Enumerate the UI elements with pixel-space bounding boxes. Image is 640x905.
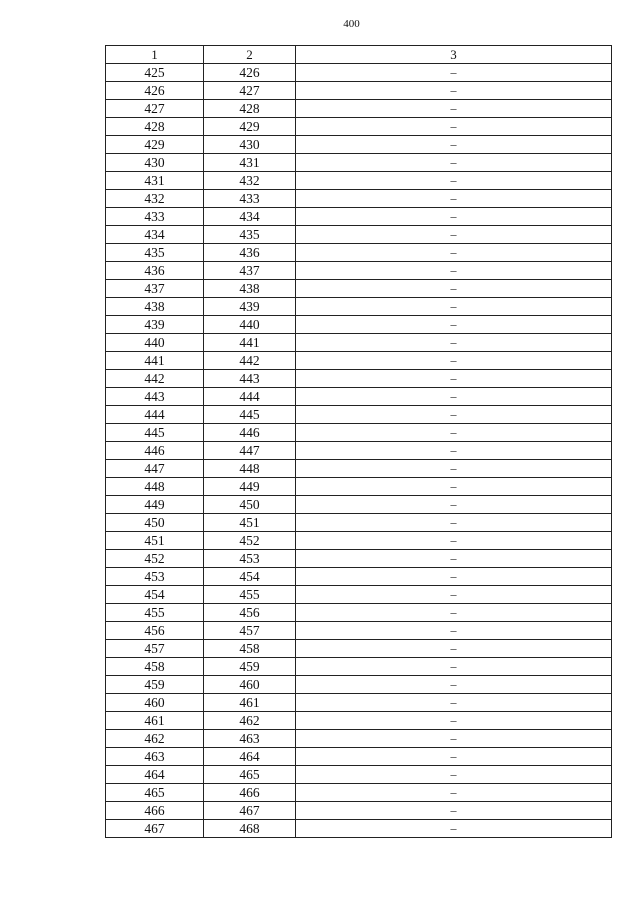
table-body (106, 64, 612, 838)
cell-col-2: 455 (204, 586, 296, 604)
cell-col-1: 429 (106, 136, 204, 154)
cell-col-2: 451 (204, 514, 296, 532)
cell-col-1: 449 (106, 496, 204, 514)
cell-col-2: 458 (204, 640, 296, 658)
table-row (106, 388, 612, 406)
table-row (106, 496, 612, 514)
table-row (106, 532, 612, 550)
cell-col-1: 466 (106, 802, 204, 820)
cell-col-1: 447 (106, 460, 204, 478)
cell-col-2: 452 (204, 532, 296, 550)
cell-col-1: 455 (106, 604, 204, 622)
cell-col-1: 434 (106, 226, 204, 244)
cell-col-2: 461 (204, 694, 296, 712)
table-row (106, 604, 612, 622)
table-row (106, 640, 612, 658)
cell-col-3: – (296, 406, 612, 424)
cell-col-1: 432 (106, 190, 204, 208)
cell-col-2: 430 (204, 136, 296, 154)
cell-col-1: 453 (106, 568, 204, 586)
cell-col-3: – (296, 262, 612, 280)
cell-col-1: 464 (106, 766, 204, 784)
cell-col-2: 429 (204, 118, 296, 136)
table-row (106, 280, 612, 298)
cell-col-1: 467 (106, 820, 204, 838)
cell-col-3: – (296, 82, 612, 100)
column-header-1: 1 (106, 46, 204, 64)
cell-col-1: 461 (106, 712, 204, 730)
cell-col-3: – (296, 442, 612, 460)
cell-col-3: – (296, 766, 612, 784)
cell-col-3: – (296, 532, 612, 550)
cell-col-2: 434 (204, 208, 296, 226)
cell-col-3: – (296, 244, 612, 262)
cell-col-2: 427 (204, 82, 296, 100)
table-row (106, 460, 612, 478)
cell-col-1: 452 (106, 550, 204, 568)
cell-col-1: 436 (106, 262, 204, 280)
cell-col-3: – (296, 712, 612, 730)
column-header-3: 3 (296, 46, 612, 64)
cell-col-2: 448 (204, 460, 296, 478)
cell-col-2: 449 (204, 478, 296, 496)
table-row (106, 568, 612, 586)
cell-col-2: 468 (204, 820, 296, 838)
cell-col-1: 441 (106, 352, 204, 370)
cell-col-3: – (296, 730, 612, 748)
cell-col-2: 453 (204, 550, 296, 568)
cell-col-2: 438 (204, 280, 296, 298)
cell-col-3: – (296, 388, 612, 406)
table-row (106, 244, 612, 262)
table-row (106, 514, 612, 532)
cell-col-2: 442 (204, 352, 296, 370)
cell-col-1: 442 (106, 370, 204, 388)
cell-col-1: 450 (106, 514, 204, 532)
cell-col-2: 460 (204, 676, 296, 694)
cell-col-2: 443 (204, 370, 296, 388)
cell-col-1: 428 (106, 118, 204, 136)
table-row (106, 406, 612, 424)
table-header-row (106, 46, 612, 64)
cell-col-2: 439 (204, 298, 296, 316)
table-row (106, 478, 612, 496)
table-row (106, 442, 612, 460)
cell-col-1: 459 (106, 676, 204, 694)
cell-col-1: 454 (106, 586, 204, 604)
cell-col-1: 439 (106, 316, 204, 334)
data-table (105, 45, 612, 838)
table-row (106, 784, 612, 802)
cell-col-3: – (296, 100, 612, 118)
table-row (106, 658, 612, 676)
table-row (106, 370, 612, 388)
cell-col-1: 457 (106, 640, 204, 658)
cell-col-1: 430 (106, 154, 204, 172)
cell-col-1: 433 (106, 208, 204, 226)
cell-col-2: 431 (204, 154, 296, 172)
cell-col-1: 437 (106, 280, 204, 298)
cell-col-3: – (296, 154, 612, 172)
cell-col-2: 466 (204, 784, 296, 802)
table-row (106, 712, 612, 730)
cell-col-1: 445 (106, 424, 204, 442)
cell-col-3: – (296, 424, 612, 442)
cell-col-2: 433 (204, 190, 296, 208)
table-row (106, 118, 612, 136)
table-row (106, 676, 612, 694)
cell-col-1: 427 (106, 100, 204, 118)
cell-col-1: 444 (106, 406, 204, 424)
cell-col-3: – (296, 802, 612, 820)
table-row (106, 82, 612, 100)
data-table-container (105, 45, 611, 838)
cell-col-3: – (296, 298, 612, 316)
cell-col-3: – (296, 784, 612, 802)
cell-col-2: 441 (204, 334, 296, 352)
cell-col-1: 462 (106, 730, 204, 748)
cell-col-1: 438 (106, 298, 204, 316)
cell-col-2: 450 (204, 496, 296, 514)
table-row (106, 226, 612, 244)
table-row (106, 586, 612, 604)
table-row (106, 64, 612, 82)
cell-col-2: 459 (204, 658, 296, 676)
table-row (106, 100, 612, 118)
cell-col-3: – (296, 658, 612, 676)
cell-col-3: – (296, 604, 612, 622)
cell-col-3: – (296, 586, 612, 604)
cell-col-3: – (296, 568, 612, 586)
cell-col-3: – (296, 370, 612, 388)
cell-col-3: – (296, 136, 612, 154)
table-row (106, 766, 612, 784)
cell-col-1: 460 (106, 694, 204, 712)
cell-col-3: – (296, 622, 612, 640)
cell-col-2: 435 (204, 226, 296, 244)
cell-col-1: 465 (106, 784, 204, 802)
table-row (106, 208, 612, 226)
table-row (106, 730, 612, 748)
table-row (106, 622, 612, 640)
cell-col-2: 465 (204, 766, 296, 784)
cell-col-3: – (296, 478, 612, 496)
table-row (106, 820, 612, 838)
cell-col-3: – (296, 172, 612, 190)
cell-col-3: – (296, 208, 612, 226)
cell-col-3: – (296, 676, 612, 694)
cell-col-1: 443 (106, 388, 204, 406)
cell-col-2: 444 (204, 388, 296, 406)
table-row (106, 172, 612, 190)
cell-col-2: 432 (204, 172, 296, 190)
cell-col-1: 456 (106, 622, 204, 640)
table-row (106, 694, 612, 712)
cell-col-1: 451 (106, 532, 204, 550)
cell-col-3: – (296, 226, 612, 244)
cell-col-1: 440 (106, 334, 204, 352)
cell-col-3: – (296, 694, 612, 712)
table-row (106, 424, 612, 442)
cell-col-2: 446 (204, 424, 296, 442)
table-row (106, 316, 612, 334)
table-row (106, 262, 612, 280)
cell-col-1: 425 (106, 64, 204, 82)
cell-col-3: – (296, 460, 612, 478)
table-row (106, 136, 612, 154)
cell-col-3: – (296, 190, 612, 208)
cell-col-3: – (296, 280, 612, 298)
cell-col-2: 464 (204, 748, 296, 766)
cell-col-2: 447 (204, 442, 296, 460)
cell-col-1: 446 (106, 442, 204, 460)
cell-col-1: 431 (106, 172, 204, 190)
cell-col-2: 456 (204, 604, 296, 622)
cell-col-2: 467 (204, 802, 296, 820)
cell-col-2: 445 (204, 406, 296, 424)
cell-col-3: – (296, 640, 612, 658)
table-row (106, 352, 612, 370)
cell-col-3: – (296, 820, 612, 838)
page-number: 400 (343, 18, 360, 30)
cell-col-3: – (296, 118, 612, 136)
cell-col-3: – (296, 334, 612, 352)
cell-col-3: – (296, 748, 612, 766)
cell-col-2: 426 (204, 64, 296, 82)
cell-col-3: – (296, 496, 612, 514)
cell-col-3: – (296, 514, 612, 532)
table-row (106, 190, 612, 208)
cell-col-2: 428 (204, 100, 296, 118)
cell-col-2: 440 (204, 316, 296, 334)
cell-col-2: 436 (204, 244, 296, 262)
table-row (106, 334, 612, 352)
table-row (106, 154, 612, 172)
cell-col-1: 458 (106, 658, 204, 676)
cell-col-2: 457 (204, 622, 296, 640)
table-row (106, 802, 612, 820)
cell-col-1: 463 (106, 748, 204, 766)
cell-col-1: 426 (106, 82, 204, 100)
cell-col-3: – (296, 550, 612, 568)
table-row (106, 550, 612, 568)
cell-col-2: 463 (204, 730, 296, 748)
cell-col-3: – (296, 316, 612, 334)
cell-col-2: 462 (204, 712, 296, 730)
column-header-2: 2 (204, 46, 296, 64)
cell-col-3: – (296, 64, 612, 82)
cell-col-3: – (296, 352, 612, 370)
cell-col-1: 435 (106, 244, 204, 262)
cell-col-2: 437 (204, 262, 296, 280)
table-row (106, 748, 612, 766)
cell-col-2: 454 (204, 568, 296, 586)
cell-col-1: 448 (106, 478, 204, 496)
table-row (106, 298, 612, 316)
